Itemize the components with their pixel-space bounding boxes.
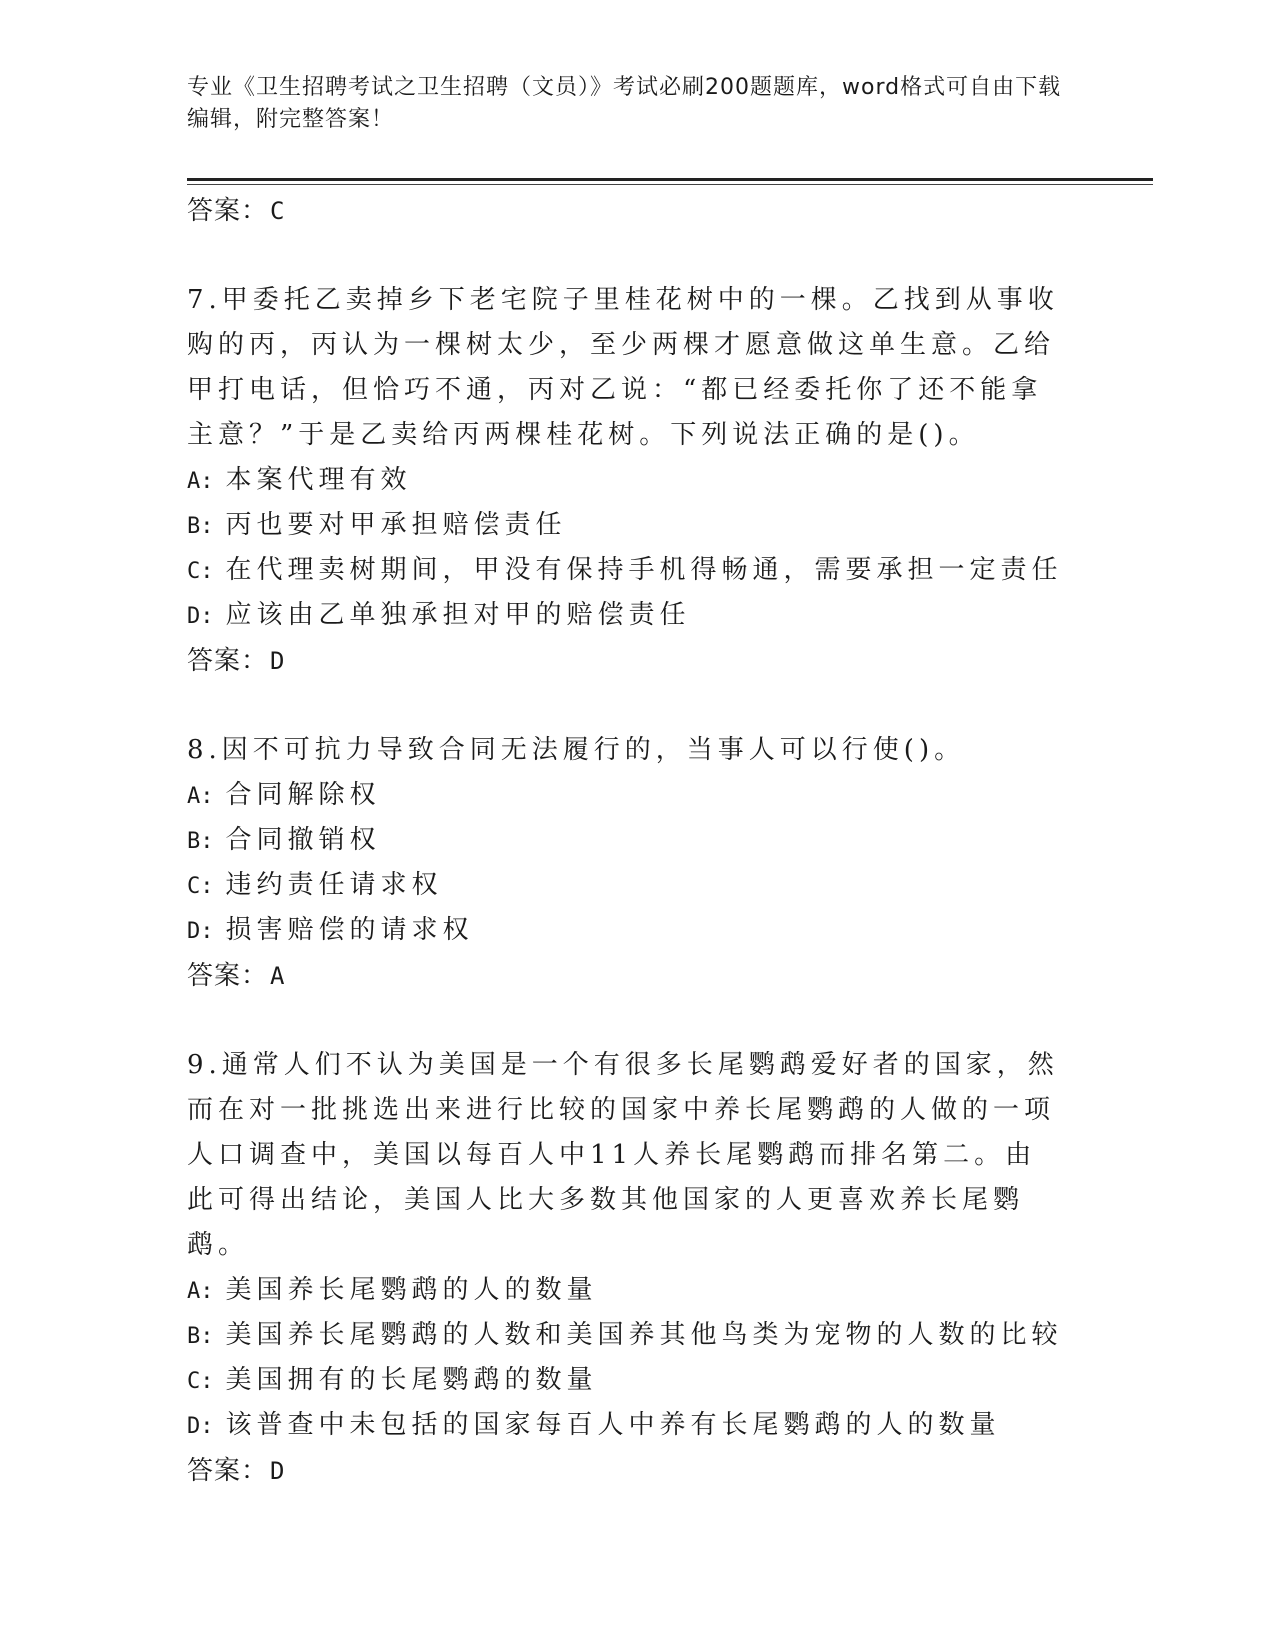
option-key: B: [187, 514, 214, 539]
option-c [187, 863, 1067, 908]
option-text: 本案代理有效 [225, 465, 412, 495]
option-text: 应该由乙单独承担对甲的赔偿责任 [225, 600, 691, 630]
header-rule-thin [187, 184, 1153, 185]
option-c [187, 548, 1067, 593]
option-key: B: [187, 829, 214, 854]
option-text: 合同解除权 [225, 780, 381, 810]
option-key: A: [187, 469, 214, 494]
answer-line [187, 953, 1067, 999]
option-text: 美国养长尾鹦鹉的人数和美国养其他鸟类为宠物的人数的比较 [225, 1320, 1063, 1350]
option-key: C: [187, 559, 214, 584]
answer-label: 答案： [187, 961, 269, 991]
answer-label: 答案： [187, 196, 269, 226]
answer-value: A [270, 962, 286, 990]
answer-label: 答案： [187, 646, 269, 676]
option-key: C: [187, 1369, 214, 1394]
option-a [187, 773, 1067, 818]
option-c [187, 1358, 1067, 1403]
answer-label: 答案： [187, 1456, 269, 1486]
question-item [187, 278, 1067, 684]
option-d [187, 908, 1067, 953]
option-d [187, 593, 1067, 638]
option-b [187, 1313, 1067, 1358]
option-text: 合同撤销权 [225, 825, 381, 855]
option-key: D: [187, 1414, 214, 1439]
option-key: C: [187, 874, 214, 899]
answer-value: C [270, 197, 286, 225]
answer-value: D [270, 647, 286, 675]
option-text: 损害赔偿的请求权 [225, 915, 474, 945]
question-stem: 7.甲委托乙卖掉乡下老宅院子里桂花树中的一棵。乙找到从事收购的丙，丙认为一棵树太少，至少两棵才愿意做这单生意。乙给甲打电话，但恰巧不通，丙对乙说：“都已经委托你了还不能拿主意？”于是乙卖给丙两棵桂花树。下列说法正确的是()。 [187, 285, 1059, 450]
option-b [187, 503, 1067, 548]
option-text: 违约责任请求权 [225, 870, 443, 900]
option-d [187, 1403, 1067, 1448]
question-list [187, 188, 1067, 1494]
option-key: D: [187, 919, 214, 944]
option-key: A: [187, 784, 214, 809]
question-item [187, 1043, 1067, 1494]
option-text: 该普查中未包括的国家每百人中养有长尾鹦鹉的人的数量 [225, 1410, 1001, 1440]
option-text: 丙也要对甲承担赔偿责任 [225, 510, 567, 540]
option-text: 在代理卖树期间，甲没有保持手机得畅通，需要承担一定责任 [225, 555, 1063, 585]
option-text: 美国养长尾鹦鹉的人的数量 [225, 1275, 598, 1305]
answer-line [187, 188, 1067, 234]
option-key: D: [187, 604, 214, 629]
option-a [187, 458, 1067, 503]
answer-line [187, 638, 1067, 684]
option-key: B: [187, 1324, 214, 1349]
option-b [187, 818, 1067, 863]
option-key: A: [187, 1279, 214, 1304]
answer-line [187, 1448, 1067, 1494]
question-item [187, 728, 1067, 999]
question-stem: 8.因不可抗力导致合同无法履行的，当事人可以行使()。 [187, 735, 966, 765]
answer-value: D [270, 1457, 286, 1485]
document-header: 专业《卫生招聘考试之卫生招聘（文员）》考试必刷200题题库，word格式可自由下载编辑，附完整答案！ [187, 75, 1062, 132]
option-text: 美国拥有的长尾鹦鹉的数量 [225, 1365, 598, 1395]
question-stem: 9.通常人们不认为美国是一个有很多长尾鹦鹉爱好者的国家，然而在对一批挑选出来进行比较的国家中养长尾鹦鹉的人做的一项人口调查中，美国以每百人中11人养长尾鹦鹉而排名第二。由此可得出结论，美国人比大多数其他国家的人更喜欢养长尾鹦鹉。 [187, 1050, 1059, 1260]
header-rule-thick [187, 178, 1153, 181]
option-a [187, 1268, 1067, 1313]
